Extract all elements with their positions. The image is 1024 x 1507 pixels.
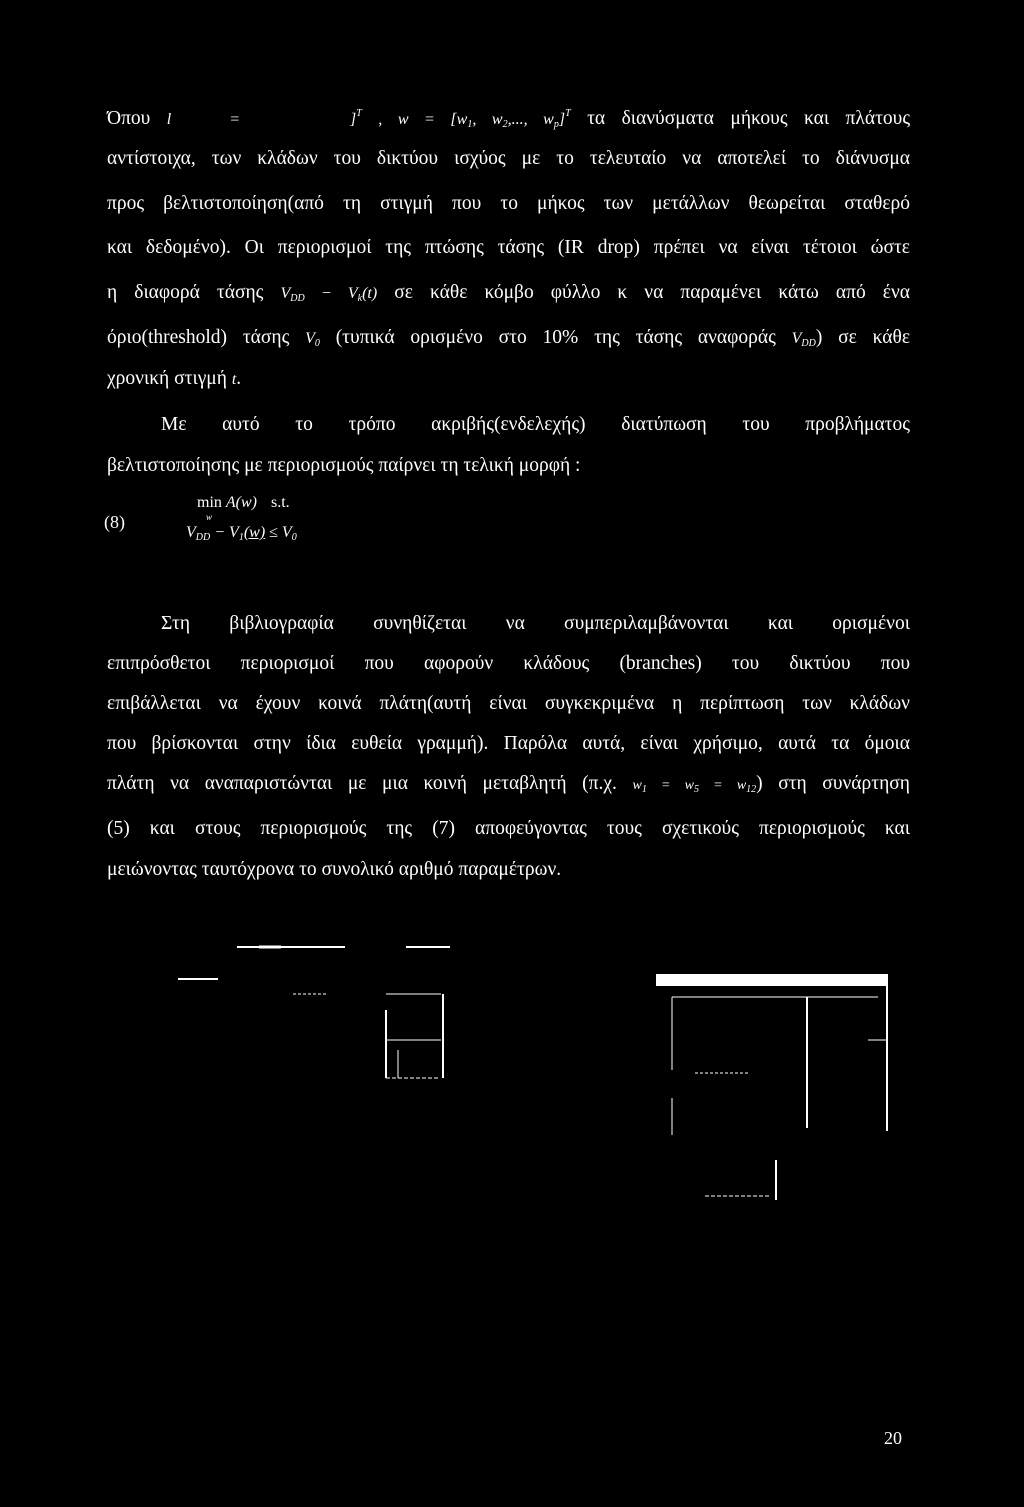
paragraph1-line4: και δεδομένο). Οι περιορισμοί της πτώσης τάσης (IR drop) πρέπει να είναι τέτοιοι ώστε xyxy=(107,237,910,258)
page-number: 20 xyxy=(884,1428,902,1448)
l-close: ] xyxy=(350,111,357,128)
text-pre: η διαφορά τάσης xyxy=(107,282,264,303)
eq-w12: = w xyxy=(699,778,747,793)
paragraph3-line6: (5) και στους περιορισμούς της (7) αποφεύγοντας τους σχετικούς περιορισμούς και xyxy=(107,818,910,839)
paragraph2-line2: βελτιστοποίησης με περιορισμούς παίρνει τη τελική μορφή : xyxy=(107,455,581,476)
constraint-v0-sub: 0 xyxy=(291,532,297,543)
v0-sub: 0 xyxy=(314,338,320,349)
paragraph2-line1: Με αυτό το τρόπο ακριβής(ενδελεχής) διατύπωση του προβλήματος xyxy=(161,414,910,435)
paragraph3-line7: μειώνοντας ταυτόχρονα το συνολικό αριθμό παραμέτρων. xyxy=(107,859,562,880)
objective-function: A(w) xyxy=(225,494,257,511)
constraint-leq: ≤ V xyxy=(265,524,292,541)
w-close: ] xyxy=(558,111,566,128)
right-thick-bar xyxy=(656,974,887,986)
v0: V xyxy=(305,330,315,347)
constraint-vdd: V xyxy=(186,524,196,541)
text-rest: τα διανύσματα μήκους και πλάτους xyxy=(587,108,911,129)
w-mid: , w xyxy=(472,111,503,128)
constraint-minus: − V xyxy=(210,524,239,541)
text-mid: (τυπικά ορισμένο στο 10% της τάσης αναφοράς xyxy=(335,327,776,348)
min-variable: w xyxy=(206,512,213,522)
w5-sub: 5 xyxy=(694,784,699,795)
vref: V xyxy=(791,330,802,347)
w-sup: T xyxy=(565,108,571,119)
text-opou: Όπου xyxy=(107,108,151,129)
w12-sub: 12 xyxy=(746,784,757,795)
w-dots: ,..., w xyxy=(507,111,554,128)
equation-number: (8) xyxy=(104,512,125,532)
text-post: ) στη συνάρτηση xyxy=(756,773,910,794)
paragraph3-line2: επιπρόσθετοι περιορισμοί που αφορούν κλάδους (branches) του δικτύου που xyxy=(107,653,910,674)
vk-t: (t) xyxy=(362,285,378,302)
eq-w5: = w xyxy=(646,778,694,793)
w1-sub: 1 xyxy=(641,784,647,795)
paragraph1-line3: προς βελτιστοποίηση(από τη στιγμή που το μήκος των μετάλλων θεωρείται σταθερό xyxy=(107,193,910,214)
text-pre: όριο(threshold) τάσης xyxy=(107,327,290,348)
constraint-w: (w) xyxy=(243,524,266,541)
paragraph3-line3: επιβάλλεται να έχουν κοινά πλάτη(αυτή είναι συγκεκριμένα η περίπτωση των κλάδων xyxy=(107,693,910,714)
w-sub2: 2 xyxy=(502,119,508,130)
constraint-vl-sub: 1 xyxy=(238,532,244,543)
l-sup: T xyxy=(356,108,362,119)
text-post: . xyxy=(236,368,242,389)
text-pre: χρονική στιγμή xyxy=(107,368,227,389)
w1: w xyxy=(632,778,642,793)
w-def: , w = [w xyxy=(378,111,468,128)
minus-vk: − V xyxy=(304,285,358,302)
constraint-vdd-sub: DD xyxy=(195,532,211,543)
vref-sub: DD xyxy=(801,338,816,349)
w-sub1: 1 xyxy=(467,119,473,130)
subject-to: s.t. xyxy=(271,494,290,511)
l-equals: l = xyxy=(166,111,240,128)
w-subp: p xyxy=(553,119,559,130)
paragraph1-line2: αντίστοιχα, των κλάδων του δικτύου ισχύος με το τελευταίο να αποτελεί το διάνυσμα xyxy=(107,148,910,169)
paragraph3-line4: που βρίσκονται στην ίδια ευθεία γραμμή). Παρόλα αυτά, είναι χρήσιμο, αυτά τα όμοια xyxy=(107,733,910,754)
paragraph3-line1: Στη βιβλιογραφία συνηθίζεται να συμπεριλαμβάνονται και ορισμένοι xyxy=(161,613,910,634)
text-post: σε κάθε κόμβο φύλλο κ να παραμένει κάτω από ένα xyxy=(394,282,911,303)
vdd-sub: DD xyxy=(290,293,305,304)
text-pre: πλάτη να αναπαριστώνται με μια κοινή μεταβλητή (π.χ. xyxy=(107,773,617,794)
vdd: V xyxy=(280,285,291,302)
min-operator: min xyxy=(197,494,222,511)
text-post: ) σε κάθε xyxy=(815,327,911,348)
vk-sub: k xyxy=(357,293,363,304)
t-symbol: t xyxy=(231,371,237,388)
